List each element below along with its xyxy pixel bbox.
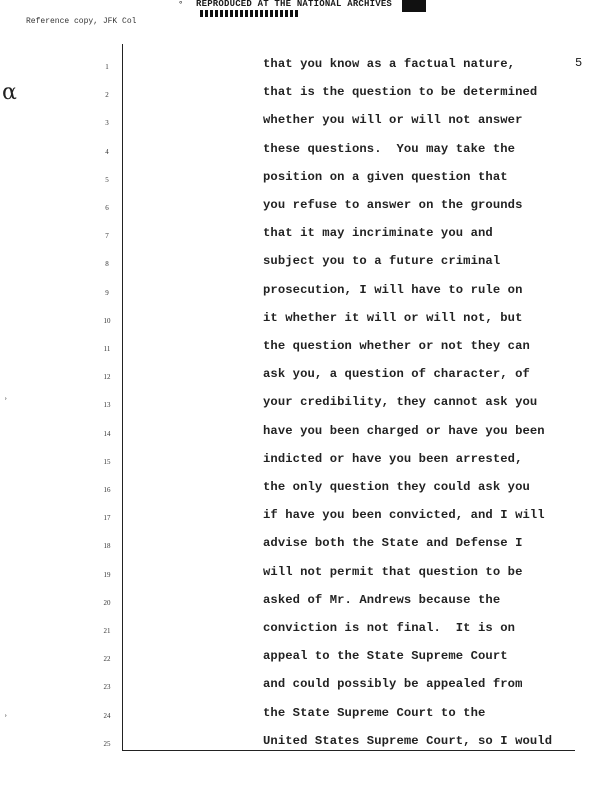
transcript-line — [0, 366, 612, 394]
line-number: 13 — [103, 401, 111, 410]
line-text: the State Supreme Court to the — [263, 705, 486, 720]
line-number: 20 — [103, 598, 111, 607]
line-number: 18 — [103, 542, 111, 551]
transcript-line — [0, 338, 612, 366]
line-text: ask you, a question of character, of — [263, 367, 530, 382]
transcript-line — [0, 564, 612, 592]
stamp-smudge — [200, 10, 300, 17]
transcript-line — [0, 620, 612, 648]
transcript-line — [0, 592, 612, 620]
transcript-line — [0, 84, 612, 112]
line-number: 11 — [103, 345, 111, 353]
line-text: and could possibly be appealed from — [263, 677, 523, 692]
transcript-line — [0, 535, 612, 563]
line-number: 19 — [103, 570, 111, 579]
line-number: 1 — [105, 63, 109, 71]
transcript-line — [0, 169, 612, 197]
transcript-line — [0, 56, 612, 84]
line-number: 6 — [105, 204, 109, 212]
transcript-line — [0, 141, 612, 169]
line-number: 5 — [105, 175, 109, 184]
line-text: you refuse to answer on the grounds — [263, 198, 523, 212]
line-text: whether you will or will not answer — [263, 113, 523, 128]
transcript-line — [0, 733, 612, 761]
line-text: will not permit that question to be — [263, 564, 523, 579]
transcript-line — [0, 282, 612, 310]
line-text: the only question they could ask you — [263, 480, 530, 494]
line-number: 8 — [105, 260, 109, 269]
line-text: these questions. You may take the — [263, 141, 516, 156]
stamp-mark: ° — [178, 0, 184, 10]
line-number: 16 — [103, 486, 111, 494]
line-number: 10 — [103, 316, 111, 325]
line-number: 21 — [103, 627, 111, 635]
binder-hole-icon: α — [2, 80, 17, 105]
transcript-line — [0, 676, 612, 704]
line-number: 14 — [103, 429, 111, 438]
line-text: it whether it will or will not, but — [263, 310, 523, 325]
transcript-line — [0, 451, 612, 479]
line-text: the question whether or not they can — [263, 339, 530, 353]
line-text: your credibility, they cannot ask you — [263, 395, 538, 410]
line-number: 4 — [105, 147, 109, 156]
transcript-line — [0, 112, 612, 140]
line-text: if have you been convicted, and I will — [263, 508, 545, 523]
line-text: that you know as a factual nature, — [263, 57, 516, 71]
line-text: position on a given question that — [263, 169, 508, 184]
margin-tick-icon: ʾ — [2, 396, 10, 410]
line-number: 17 — [103, 514, 111, 523]
line-number: 25 — [103, 739, 111, 748]
line-number: 12 — [103, 373, 111, 382]
line-text: that it may incriminate you and — [263, 226, 493, 241]
page-number: 5 — [575, 56, 583, 70]
line-number: 3 — [105, 119, 109, 128]
transcript-line — [0, 479, 612, 507]
archives-stamp-text: REPRODUCED AT THE NATIONAL ARCHIVES — [196, 0, 393, 9]
line-text: United States Supreme Court, so I would — [263, 733, 553, 748]
transcript-line — [0, 225, 612, 253]
line-number: 24 — [103, 711, 111, 720]
line-number: 15 — [103, 457, 111, 466]
line-text: prosecution, I will have to rule on — [263, 282, 523, 297]
line-number: 2 — [105, 91, 109, 100]
line-text: have you been charged or have you been — [263, 423, 545, 438]
line-text: asked of Mr. Andrews because the — [263, 592, 501, 607]
line-text: advise both the State and Defense I — [263, 536, 523, 551]
line-text: appeal to the State Supreme Court — [263, 649, 508, 664]
line-text: conviction is not final. It is on — [263, 621, 516, 635]
transcript-line — [0, 253, 612, 281]
transcript-line — [0, 648, 612, 676]
transcript-line — [0, 423, 612, 451]
line-number: 7 — [105, 232, 109, 241]
stamp-ink-blot — [402, 0, 426, 12]
margin-tick-icon: ʾ — [2, 713, 10, 727]
transcript-line — [0, 705, 612, 733]
transcript-line — [0, 394, 612, 422]
line-text: indicted or have you been arrested, — [263, 451, 523, 466]
line-text: subject you to a future criminal — [263, 254, 501, 269]
transcript-line — [0, 507, 612, 535]
line-number: 9 — [105, 288, 109, 297]
line-text: that is the question to be determined — [263, 85, 538, 100]
reference-note: Reference copy, JFK Col — [26, 17, 137, 26]
transcript-line — [0, 197, 612, 225]
line-number: 22 — [103, 655, 111, 664]
transcript-line — [0, 310, 612, 338]
line-number: 23 — [103, 683, 111, 692]
